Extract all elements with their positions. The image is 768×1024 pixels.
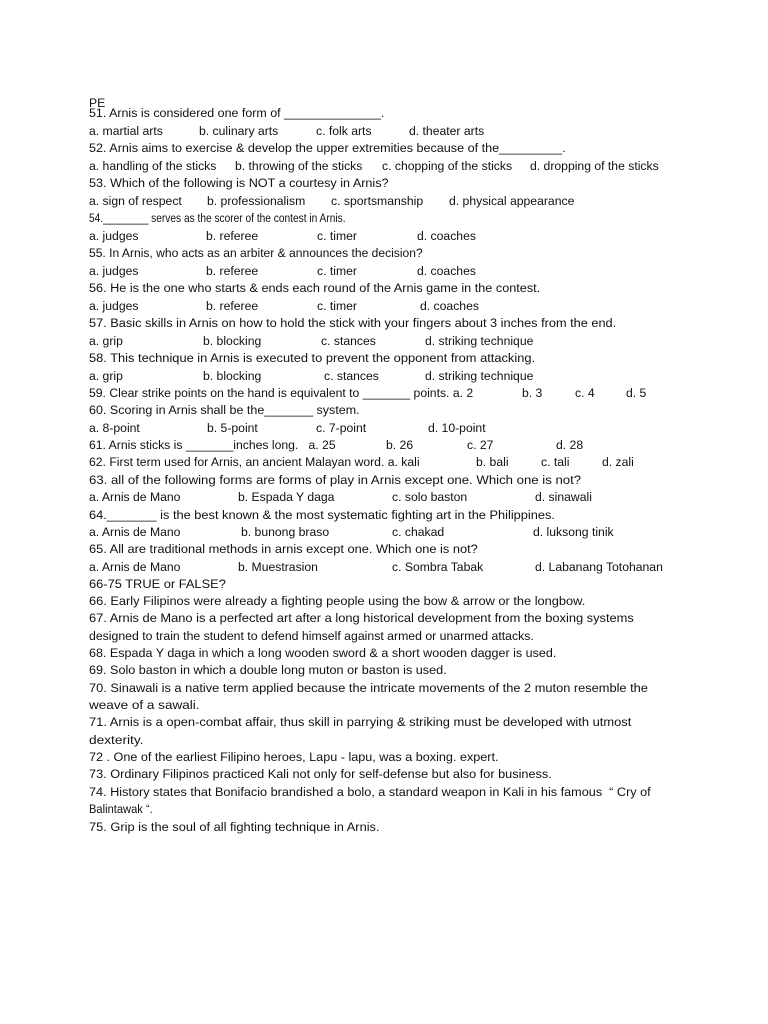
answer-option: d. striking technique (425, 369, 534, 383)
question-text: 54.________ serves as the scorer of the contest in Arnis. (89, 211, 346, 225)
question-text: 60. Scoring in Arnis shall be the_______ system. (89, 403, 360, 417)
answer-option: d. 10-point (428, 421, 486, 435)
answer-option: c. sportsmanship (331, 194, 424, 208)
answer-option: d. sinawali (535, 490, 592, 504)
answer-option: a. judges (89, 229, 139, 243)
answer-option: d. theater arts (409, 124, 485, 138)
answer-option: d. physical appearance (449, 194, 575, 208)
page-heading: PE (89, 96, 106, 110)
question-text: 56. He is the one who starts & ends each round of the Arnis game in the contest. (89, 281, 541, 295)
answer-option: c. folk arts (316, 124, 372, 138)
question-text: 66-75 TRUE or FALSE? (89, 577, 226, 591)
answer-option: d. 5 (626, 386, 647, 400)
answer-option: c. 27 (467, 438, 494, 452)
answer-option: b. Muestrasion (238, 560, 318, 574)
question-text: weave of a sawali. (89, 698, 200, 712)
question-text: 57. Basic skills in Arnis on how to hold the stick with your fingers about 3 inches from the end. (89, 316, 617, 330)
question-text: 75. Grip is the soul of all fighting technique in Arnis. (89, 820, 380, 834)
answer-option: c. solo baston (392, 490, 468, 504)
question-text: 72 . One of the earliest Filipino heroes, Lapu - lapu, was a boxing. expert. (89, 750, 499, 764)
answer-option: d. striking technique (425, 334, 534, 348)
question-text: 69. Solo baston in which a double long muton or baston is used. (89, 663, 447, 677)
question-text: designed to train the student to defend himself against armed or unarmed attacks. (89, 629, 534, 643)
answer-option: a. Arnis de Mano (89, 560, 181, 574)
answer-option: d. Labanang Totohanan (535, 560, 663, 574)
answer-option: a. Arnis de Mano (89, 490, 181, 504)
question-text: 51. Arnis is considered one form of ______________. (89, 106, 385, 120)
answer-option: d. dropping of the sticks (530, 159, 659, 173)
answer-option: b. referee (206, 299, 259, 313)
answer-option: b. referee (206, 229, 259, 243)
question-text: 65. All are traditional methods in arnis except one. Which one is not? (89, 542, 478, 556)
answer-option: d. 28 (556, 438, 584, 452)
answer-option: b. 26 (386, 438, 414, 452)
answer-option: b. bunong braso (241, 525, 330, 539)
answer-option: b. blocking (203, 369, 262, 383)
question-text: 70. Sinawali is a native term applied because the intricate movements of the 2 muton resemble the (89, 681, 648, 695)
answer-option: c. stances (321, 334, 376, 348)
question-text: 67. Arnis de Mano is a perfected art after a long historical development from the boxing systems (89, 611, 634, 625)
answer-option: b. referee (206, 264, 259, 278)
answer-option: a. sign of respect (89, 194, 182, 208)
answer-option: c. timer (317, 264, 357, 278)
answer-option: c. chopping of the sticks (382, 159, 513, 173)
answer-option: c. chakad (392, 525, 445, 539)
question-text: 74. History states that Bonifacio brandished a bolo, a standard weapon in Kali in his famous “ Cry of (89, 785, 651, 799)
answer-option: a. judges (89, 299, 139, 313)
question-text: 66. Early Filipinos were already a fighting people using the bow & arrow or the longbow. (89, 594, 586, 608)
answer-option: a. judges (89, 264, 139, 278)
answer-option: b. culinary arts (199, 124, 279, 138)
answer-option: b. throwing of the sticks (235, 159, 363, 173)
question-text: 52. Arnis aims to exercise & develop the upper extremities because of the_________. (89, 141, 566, 155)
answer-option: a. 8-point (89, 421, 140, 435)
answer-option: d. coaches (417, 264, 476, 278)
answer-option: c. 4 (575, 386, 595, 400)
question-text: 71. Arnis is a open-combat affair, thus skill in parrying & striking must be developed with utmost (89, 715, 632, 729)
answer-option: a. martial arts (89, 124, 163, 138)
answer-option: a. grip (89, 369, 123, 383)
answer-option: d. coaches (417, 229, 476, 243)
answer-option: d. coaches (420, 299, 479, 313)
answer-option: c. Sombra Tabak (392, 560, 484, 574)
answer-option: a. Arnis de Mano (89, 525, 181, 539)
answer-option: c. 7-point (316, 421, 367, 435)
question-text: 63. all of the following forms are forms of play in Arnis except one. Which one is not? (89, 473, 582, 487)
question-text: 73. Ordinary Filipinos practiced Kali not only for self-defense but also for business. (89, 767, 552, 781)
question-text: 58. This technique in Arnis is executed to prevent the opponent from attacking. (89, 351, 536, 365)
answer-option: b. professionalism (207, 194, 306, 208)
answer-option: d. luksong tinik (533, 525, 614, 539)
answer-option: b. 3 (522, 386, 543, 400)
answer-option: b. bali (476, 455, 509, 469)
question-text: 68. Espada Y daga in which a long wooden sword & a short wooden dagger is used. (89, 646, 557, 660)
answer-option: b. 5-point (207, 421, 258, 435)
answer-option: a. grip (89, 334, 123, 348)
question-text: 55. In Arnis, who acts as an arbiter & announces the decision? (89, 246, 423, 260)
answer-option: 62. First term used for Arnis, an ancient Malayan word. a. kali (89, 455, 420, 469)
question-text: 53. Which of the following is NOT a courtesy in Arnis? (89, 176, 389, 190)
answer-option: 61. Arnis sticks is _______inches long. a. 25 (89, 438, 336, 452)
answer-option: c. tali (541, 455, 570, 469)
answer-option: c. timer (317, 299, 357, 313)
question-text: dexterity. (89, 733, 144, 747)
answer-option: c. timer (317, 229, 357, 243)
question-text: 64._______ is the best known & the most systematic fighting art in the Philippines. (89, 508, 555, 522)
answer-option: c. stances (324, 369, 379, 383)
answer-option: d. zali (602, 455, 634, 469)
answer-option: 59. Clear strike points on the hand is equivalent to _______ points. a. 2 (89, 386, 474, 400)
answer-option: b. blocking (203, 334, 262, 348)
question-text: Balintawak “. (89, 802, 153, 816)
answer-option: b. Espada Y daga (238, 490, 335, 504)
answer-option: a. handling of the sticks (89, 159, 217, 173)
